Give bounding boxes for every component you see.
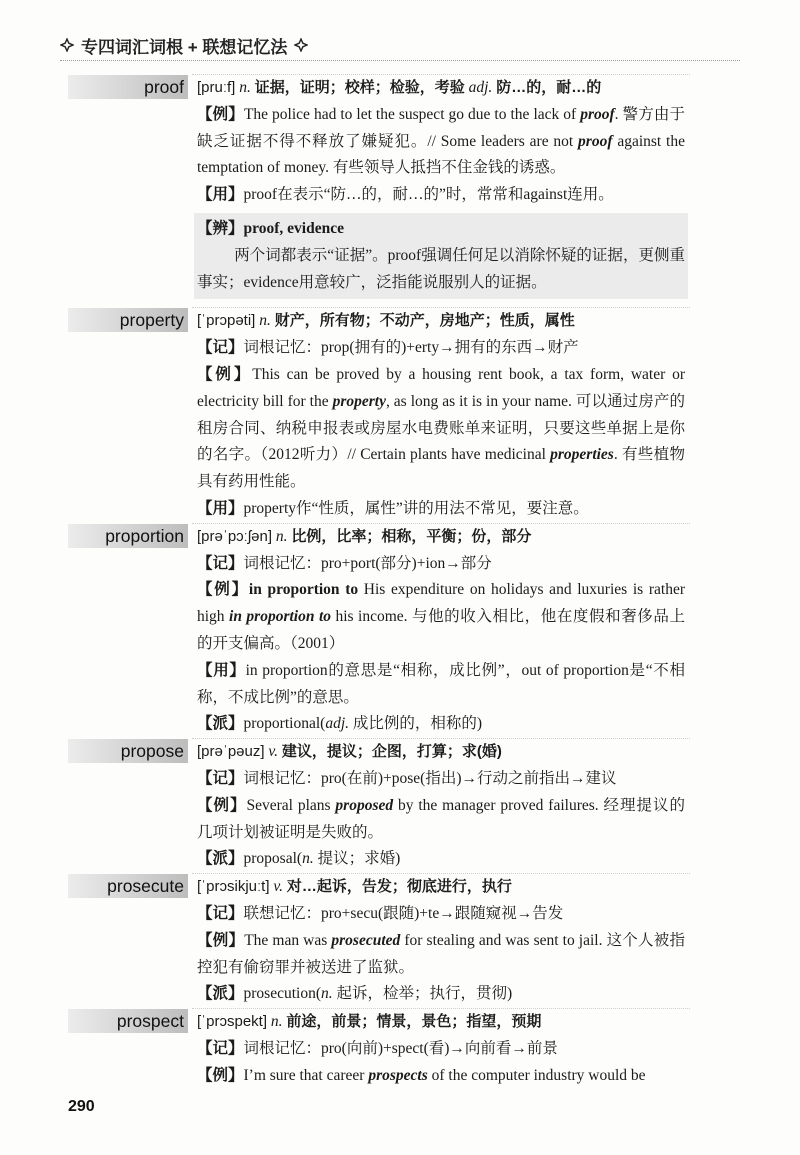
entry-prosecute: [107, 873, 690, 1008]
usage-label: 【用】: [197, 186, 244, 204]
header-divider: [60, 60, 740, 61]
memory-label: 【记】: [197, 339, 244, 357]
entry-property: [119, 307, 690, 522]
derivative-meaning: 提议；求婚): [317, 850, 401, 868]
example-text: for stealing and was sent to jail. 这个人被指控犯有偷窃罪并被送进了监狱。: [197, 931, 685, 976]
memory-line: [197, 766, 685, 793]
memory-text: 词根记忆：prop(拥有的)+erty→拥有的东西→财产: [243, 339, 579, 357]
example-keyword: property: [332, 392, 386, 410]
meaning: 比例，比率；相称，平衡；份，部分: [291, 527, 532, 545]
example-label: 【例】: [197, 931, 245, 949]
example-label: 【例】: [197, 365, 253, 383]
example-keyword: proof: [580, 105, 615, 123]
example-keyword: proposed: [335, 796, 394, 814]
header-title: 专四词汇词根 + 联想记忆法: [81, 37, 288, 57]
diamond-ornament-icon: [294, 38, 308, 52]
example-keyword: proof: [578, 132, 613, 150]
derivative-label: 【派】: [197, 985, 244, 1003]
part-of-speech: n.: [302, 850, 314, 868]
example-text: of the computer industry would be: [427, 1066, 646, 1084]
example-phrase: in proportion to: [248, 581, 359, 599]
usage-line: [197, 182, 685, 209]
derivative-label: 【派】: [197, 715, 244, 733]
example-text: his income. 与他的收入相比，他在度假和奢侈品上的开支偏高。（2001）: [197, 608, 685, 652]
headword: prosecute: [68, 874, 188, 898]
example-keyword: in proportion to: [229, 608, 331, 626]
part-of-speech: v.: [268, 743, 279, 761]
memory-text: 词根记忆：pro+port(部分)+ion→部分: [243, 554, 492, 572]
entry-prospect: [116, 1008, 690, 1089]
headword: property: [68, 308, 188, 332]
derivative-meaning: 成比例的，相称的): [352, 715, 483, 733]
derivative-meaning: 起诉，检举；执行，贯彻): [336, 985, 513, 1003]
headword: proof: [68, 75, 188, 99]
distinction-box: [194, 213, 688, 299]
example-text: His expenditure on holidays and luxuries is rather high: [197, 581, 685, 626]
usage-label: 【用】: [197, 499, 244, 517]
memory-line: [197, 901, 685, 928]
example-label: 【例】: [197, 581, 249, 599]
usage-text: in proportion的意思是“相称，成比例”，out of proportion是“不相称，不成比例”的意思。: [197, 661, 685, 706]
example-text: . 有些植物具有药用性能。: [197, 446, 685, 491]
example-text: , as long as it is in your name. 可以通过房产的租房合同、纳税申报表或房屋水电费账单来证明，只要这些单据上是你的名字。（2012听力）// Certain plants have medicinal: [197, 392, 685, 464]
example-keyword: prosecuted: [331, 931, 401, 949]
meaning: 对…起诉，告发；彻底进行，执行: [286, 878, 512, 896]
example-text: against the temptation of money. 有些领导人抵挡不住金钱的诱惑。: [197, 132, 685, 177]
definition-line: [197, 739, 685, 766]
memory-label: 【记】: [197, 1039, 244, 1057]
part-of-speech: n.: [270, 1013, 283, 1031]
phonetic: [pruːf]: [197, 79, 236, 96]
entry-list: [0, 74, 800, 1089]
example-text: This can be proved by a housing rent book, a tax form, water or electricity bill for the: [197, 365, 685, 410]
definition-line: [197, 1009, 685, 1036]
example-line: [197, 1063, 685, 1090]
memory-label: 【记】: [197, 769, 244, 787]
derivative-word: proposal(: [243, 850, 303, 868]
part-of-speech: n.: [275, 527, 288, 545]
derivative-word: proportional(: [243, 715, 326, 733]
meaning: 防…的，耐…的: [496, 79, 602, 96]
meaning: 建议，提议；企图，打算；求(婚): [281, 743, 502, 761]
memory-text: 词根记忆：pro(向前)+spect(看)→向前看→前景: [243, 1039, 558, 1057]
example-text: I’m sure that career: [243, 1066, 369, 1084]
memory-label: 【记】: [197, 554, 244, 572]
meaning: 前途，前景；情景，景色；指望，预期: [286, 1013, 542, 1031]
distinction-heading: [197, 216, 685, 243]
example-keyword: properties: [550, 446, 614, 464]
entry-proof: [144, 74, 690, 299]
part-of-speech: v.: [273, 878, 283, 896]
part-of-speech: n.: [239, 79, 251, 96]
usage-line: [197, 658, 685, 712]
part-of-speech: n.: [321, 985, 333, 1003]
example-line: [197, 577, 685, 657]
memory-text: 词根记忆：pro(在前)+pose(指出)→行动之前指出→建议: [243, 769, 617, 787]
distinction-text: 两个词都表示“证据”。proof强调任何足以消除怀疑的证据，更侧重事实；evidence用意较广，泛指能说服别人的证据。: [197, 246, 685, 291]
running-header: [60, 33, 308, 57]
definition-line: [197, 874, 685, 901]
diamond-ornament-icon: [60, 38, 74, 52]
entry-propose: [120, 738, 690, 873]
phonetic: [ˈprɔsikjuːt]: [197, 878, 270, 896]
part-of-speech: adj.: [468, 79, 493, 96]
phonetic: [prəˈpɔːʃən]: [197, 527, 273, 545]
derivative-line: [197, 846, 685, 873]
memory-line: [197, 335, 685, 362]
example-text: . 警方由于缺乏证据不得不释放了嫌疑犯。// Some leaders are not: [197, 105, 685, 150]
example-label: 【例】: [197, 1066, 244, 1084]
usage-text: property作“性质，属性”讲的用法不常见，要注意。: [243, 499, 589, 517]
example-keyword: prospects: [368, 1066, 428, 1084]
derivative-line: [197, 981, 685, 1008]
definition-line: [197, 308, 685, 335]
phonetic: [ˈprɔpəti]: [197, 312, 256, 330]
definition-line: [197, 524, 685, 551]
memory-line: [197, 1036, 685, 1063]
part-of-speech: n.: [259, 312, 271, 330]
headword: propose: [68, 739, 188, 763]
example-line: [197, 102, 685, 182]
meaning: 证据，证明；校样；检验，考验: [254, 79, 465, 96]
page-number: 290: [68, 1098, 95, 1115]
example-label: 【例】: [197, 105, 244, 123]
distinction-words: proof, evidence: [243, 219, 344, 237]
phonetic: [prəˈpəuz]: [197, 743, 265, 761]
headword: proportion: [68, 524, 188, 548]
memory-text: 联想记忆：pro+secu(跟随)+te→跟随窥视→告发: [243, 904, 564, 922]
definition-line: [197, 75, 685, 102]
example-line: [197, 362, 685, 496]
derivative-word: prosecution(: [243, 985, 321, 1003]
derivative-label: 【派】: [197, 850, 244, 868]
distinction-label: 【辨】: [197, 219, 244, 237]
memory-line: [197, 551, 685, 578]
usage-label: 【用】: [197, 661, 246, 679]
example-text: The police had to let the suspect go due to the lack of: [243, 105, 581, 123]
example-text: Several plans: [246, 796, 336, 814]
usage-text: proof在表示“防…的，耐…的”时，常常和against连用。: [243, 186, 614, 204]
phonetic: [ˈprɔspekt]: [197, 1013, 268, 1031]
entry-proportion: [105, 523, 690, 738]
memory-label: 【记】: [197, 904, 244, 922]
example-line: [197, 793, 685, 847]
meaning: 财产，所有物；不动产，房地产；性质，属性: [274, 312, 575, 330]
example-text: by the manager proved failures. 经理提议的几项计划被证明是失败的。: [197, 796, 685, 841]
headword: prospect: [68, 1009, 188, 1033]
example-line: [197, 928, 685, 982]
derivative-line: [197, 711, 685, 738]
usage-line: [197, 496, 685, 523]
part-of-speech: adj.: [325, 715, 349, 733]
example-label: 【例】: [197, 796, 247, 814]
example-text: The man was: [244, 931, 332, 949]
